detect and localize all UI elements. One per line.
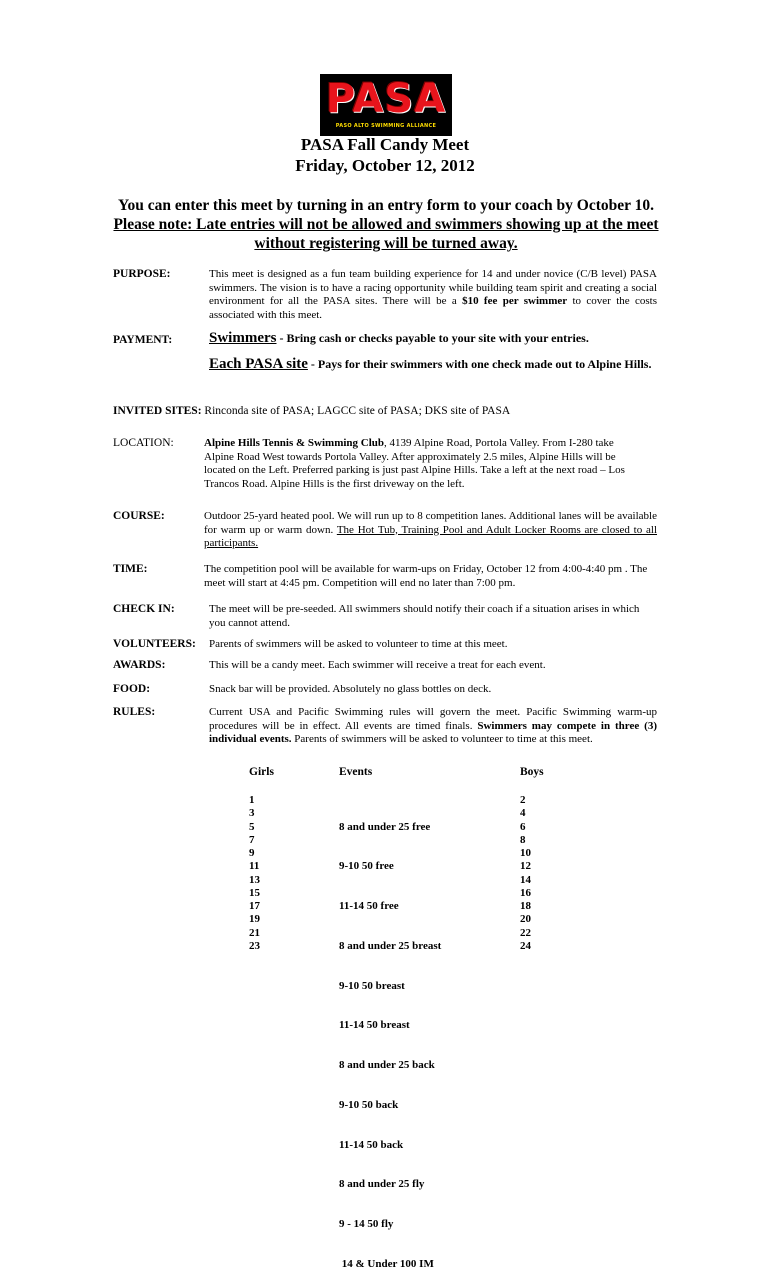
boys-event-number: 16 <box>520 886 531 899</box>
pasa-logo <box>320 74 452 136</box>
time-text: The competition pool will be available for warm-ups on Friday, October 12 from 4:00-4:40 pm . The meet will start at 4:45 pm. Competition will end no later than 7:00 pm. <box>204 563 648 589</box>
boys-event-number: 2 <box>520 794 526 806</box>
rules-limit: Swimmers may compete in three (3) individual events. <box>209 719 657 746</box>
checkin-label: CHECK IN: <box>113 603 175 615</box>
rules-label: RULES: <box>113 706 156 718</box>
girls-event-number: 13 <box>249 873 260 886</box>
event-name: 9-10 50 free <box>339 860 394 873</box>
boys-event-number: 22 <box>520 926 531 939</box>
boys-event-number: 24 <box>520 939 531 952</box>
awards-text: This will be a candy meet. Each swimmer will receive a treat for each event. <box>209 659 546 671</box>
invited-label: INVITED SITES: <box>113 405 202 417</box>
purpose-text-a: This meet is designed as a fun team building experience for 14 and under novice (C/B level) PASA swimmers. The vision is to have a racing opportunity while building team spirit and creating a social environment for all the PASA sites. There will be a <box>209 268 657 308</box>
event-name: 9-10 50 breast <box>339 979 405 992</box>
boys-event-number: 12 <box>520 860 531 873</box>
invited-sites <box>113 405 673 419</box>
event-name: 8 and under 25 back <box>339 1059 435 1071</box>
awards-label: AWARDS: <box>113 659 166 671</box>
header-girls: Girls <box>249 766 274 778</box>
intro-block <box>110 196 662 253</box>
intro-line1: You can enter this meet by turning in an entry form to your coach by October 10. <box>117 197 654 214</box>
girls-column <box>249 794 260 953</box>
logo-text: PASA <box>325 76 447 122</box>
checkin-text: The meet will be pre-seeded. All swimmers should notify their coach if a situation arises in which you cannot attend. <box>209 603 640 629</box>
event-name: 9-10 50 back <box>339 1098 399 1111</box>
volunteers-label: VOLUNTEERS: <box>113 638 196 650</box>
header-events: Events <box>339 766 373 778</box>
boys-event-number: 8 <box>520 833 526 846</box>
purpose-fee: $10 fee per swimmer <box>462 295 568 308</box>
event-name: 11-14 50 back <box>339 1138 404 1151</box>
location-text <box>204 437 640 491</box>
food-label: FOOD: <box>113 683 151 695</box>
intro-note: Please note: Late entries will not be allowed and swimmers showing up at the meet without registering will be turned away. <box>113 216 659 252</box>
course-label: COURSE: <box>113 510 165 522</box>
boys-event-number: 4 <box>520 807 526 820</box>
meet-date: Friday, October 12, 2012 <box>295 156 475 175</box>
girls-event-number: 23 <box>249 939 260 952</box>
purpose-text <box>209 268 657 322</box>
payment-swimmers-text: - Bring cash or checks payable to your site with your entries. <box>276 331 589 345</box>
event-name: 8 and under 25 fly <box>339 1178 425 1191</box>
rules-text <box>209 706 657 747</box>
event-name: 11-14 50 breast <box>339 1019 410 1032</box>
event-name: 9 - 14 50 fly <box>339 1218 394 1230</box>
header-boys: Boys <box>520 766 544 778</box>
girls-event-number: 3 <box>249 807 255 820</box>
girls-event-number: 9 <box>249 847 255 859</box>
course-closed-note: The Hot Tub, Training Pool and Adult Locker Rooms are closed to all participants. <box>204 523 658 550</box>
event-name: 8 and under 25 breast <box>339 939 442 952</box>
events-column <box>339 794 441 1284</box>
payment-site-text: - Pays for their swimmers with one check made out to Alpine Hills. <box>307 357 652 371</box>
logo-subtitle: PASO ALTO SWIMMING ALLIANCE <box>335 123 437 129</box>
rules-text-b: Parents of swimmers will be asked to volunteer to time at this meet. <box>291 733 593 746</box>
location-directions: , 4139 Alpine Road, Portola Valley. From I-280 take Alpine Road West towards Portola Valley. After approximately 2.5 miles, Alpine Hills will be located on the Left. Preferred parking is just past Alpine Hills. Take a left at the next road – Los Trancos Road. Alpine Hills is the first driveway on the left. <box>204 437 625 490</box>
boys-event-number: 20 <box>520 913 531 926</box>
girls-event-number: 21 <box>249 926 260 939</box>
girls-event-number: 7 <box>249 833 255 846</box>
payment-swimmers-head: Swimmers <box>209 330 277 346</box>
food-text: Snack bar will be provided. Absolutely no glass bottles on deck. <box>209 683 492 695</box>
girls-event-number: 15 <box>249 886 260 899</box>
girls-event-number: 11 <box>249 860 260 873</box>
volunteers-text: Parents of swimmers will be asked to volunteer to time at this meet. <box>209 638 508 650</box>
girls-event-number: 1 <box>249 794 255 806</box>
location-club: Alpine Hills Tennis & Swimming Club <box>204 437 385 449</box>
purpose-text-b: to cover the costs associated with this meet. <box>209 295 657 321</box>
event-name: 11-14 50 free <box>339 900 399 912</box>
event-name: 14 & Under 100 IM <box>339 1257 434 1270</box>
invited-text: Rinconda site of PASA; LAGCC site of PASA; DKS site of PASA <box>201 405 511 417</box>
course-text-a: Outdoor 25-yard heated pool. We will run up to 8 competition lanes. Additional lanes will be available for warm up or warm down. <box>204 510 657 536</box>
meet-title: PASA Fall Candy Meet <box>300 135 470 154</box>
boys-column <box>520 794 531 953</box>
boys-event-number: 6 <box>520 820 526 833</box>
payment-site <box>209 356 657 372</box>
course-text <box>204 510 657 551</box>
boys-event-number: 10 <box>520 847 531 859</box>
boys-event-number: 18 <box>520 900 531 912</box>
girls-event-number: 19 <box>249 913 260 926</box>
purpose-label: PURPOSE: <box>113 268 171 280</box>
rules-text-a: Current USA and Pacific Swimming rules will govern the meet. Pacific Swimming warm-up procedures will be in effect. All events are timed finals. <box>209 706 657 732</box>
boys-event-number: 14 <box>520 873 531 886</box>
payment-swimmers <box>209 330 657 346</box>
payment-site-head: Each PASA site <box>209 356 308 372</box>
girls-event-number: 5 <box>249 820 255 833</box>
girls-event-number: 17 <box>249 900 260 912</box>
event-name: 8 and under 25 free <box>339 820 431 833</box>
location-label: LOCATION: <box>113 437 174 449</box>
payment-label: PAYMENT: <box>113 334 173 346</box>
time-label: TIME: <box>113 563 148 575</box>
